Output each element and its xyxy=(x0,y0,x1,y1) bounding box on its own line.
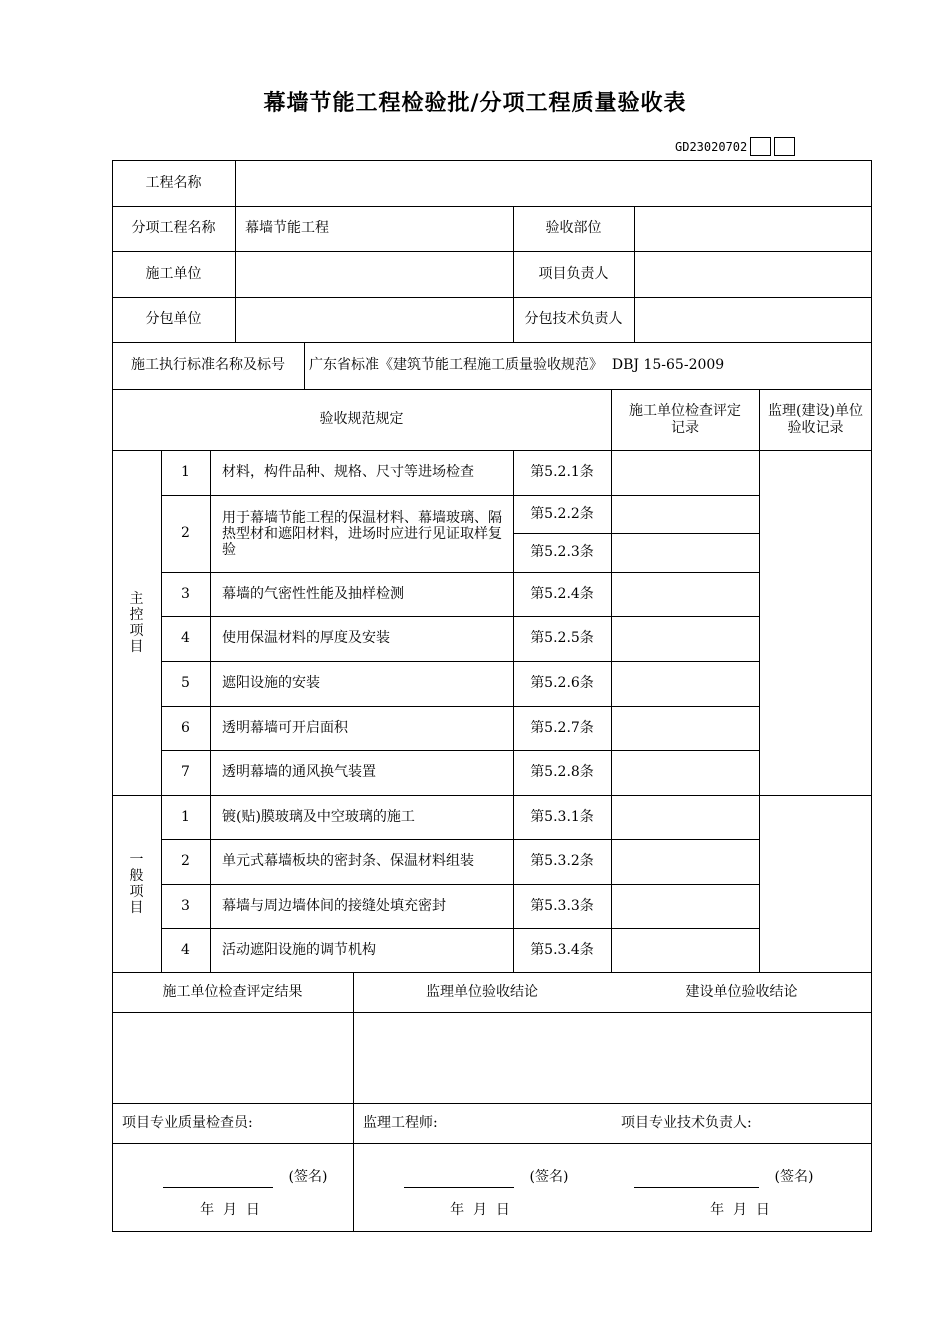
item-no: 1 xyxy=(181,464,190,480)
item-text: 幕墙与周边墙体间的接缝处填充密封 xyxy=(222,897,446,914)
contractor-signer-label: 项目专业质量检查员: xyxy=(122,1114,253,1131)
owner-signature-line[interactable] xyxy=(634,1187,759,1188)
contractor-sign-label: (签名) xyxy=(288,1168,328,1185)
contractor-date[interactable]: 年 月 日 xyxy=(200,1201,260,1218)
item-text: 使用保温材料的厚度及安装 xyxy=(222,630,390,646)
supervisor-signer-label: 监理工程师: xyxy=(363,1114,438,1131)
project-name-field[interactable] xyxy=(235,160,872,206)
item-no: 4 xyxy=(181,630,190,646)
item-no: 7 xyxy=(181,764,190,780)
owner-date[interactable]: 年 月 日 xyxy=(710,1201,770,1218)
item-clause: 第5.2.8条 xyxy=(530,764,594,780)
item-clause: 第5.3.2条 xyxy=(530,853,594,869)
supervisor-record-main[interactable] xyxy=(759,450,872,795)
form-code-text: GD23020702 xyxy=(675,139,748,154)
contractor-signature-line[interactable] xyxy=(163,1187,273,1188)
item-clause: 第5.2.7条 xyxy=(530,719,594,736)
item-clause: 第5.2.6条 xyxy=(530,675,594,691)
item-text: 镀(贴)膜玻璃及中空玻璃的施工 xyxy=(222,808,415,825)
contractor-conclusion-header: 施工单位检查评定结果 xyxy=(162,983,303,1000)
item-clause: 第5.2.4条 xyxy=(530,585,594,602)
item-text: 单元式幕墙板块的密封条、保温材料组装 xyxy=(222,853,474,869)
main-items-label: 主控项目 xyxy=(129,590,144,655)
item-clause: 第5.2.1条 xyxy=(530,464,594,480)
item-text: 材料，构件品种、规格、尺寸等进场检查 xyxy=(222,464,474,480)
item-text: 透明幕墙可开启面积 xyxy=(222,719,348,736)
owner-signer-label: 项目专业技术负责人: xyxy=(621,1114,752,1131)
general-items-group xyxy=(112,795,161,972)
owner-conclusion-field[interactable] xyxy=(611,1012,872,1103)
spec-column-header: 验收规范规定 xyxy=(319,411,404,427)
owner-conclusion-header: 建设单位验收结论 xyxy=(685,983,798,1000)
item-no: 5 xyxy=(181,675,190,691)
supervisor-conclusion-field[interactable] xyxy=(353,1012,611,1103)
sub-tech-field[interactable] xyxy=(634,297,872,342)
owner-sign-label: (签名) xyxy=(774,1168,814,1185)
item-text: 遮阳设施的安装 xyxy=(222,675,320,691)
form-code-box-1[interactable] xyxy=(750,137,771,156)
item-text: 活动遮阳设施的调节机构 xyxy=(222,941,376,958)
contractor-label: 施工单位 xyxy=(145,265,202,282)
item-clause: 第5.3.3条 xyxy=(530,897,594,914)
contractor-field[interactable] xyxy=(235,251,513,297)
form-code xyxy=(675,137,795,156)
contractor-record-cells[interactable] xyxy=(611,450,759,972)
item-no: 3 xyxy=(181,585,190,602)
item-clause: 第5.2.2条 xyxy=(530,505,594,522)
item-text: 用于幕墙节能工程的保温材料、幕墙玻璃、隔热型材和遮阳材料，进场时应进行见证取样复验 xyxy=(222,509,502,558)
subcontractor-label: 分包单位 xyxy=(145,311,202,327)
item-clause: 第5.2.3条 xyxy=(530,544,594,560)
supervisor-date[interactable]: 年 月 日 xyxy=(450,1201,510,1218)
supervisor-record-header: 监理(建设)单位验收记录 xyxy=(768,402,863,436)
item-no: 1 xyxy=(181,808,190,825)
subcontractor-field[interactable] xyxy=(235,297,513,342)
accept-part-field[interactable] xyxy=(634,206,872,251)
accept-part-label: 验收部位 xyxy=(545,220,602,236)
project-manager-label: 项目负责人 xyxy=(538,265,609,282)
supervisor-signature-line[interactable] xyxy=(404,1187,514,1188)
form-code-box-2[interactable] xyxy=(774,137,795,156)
supervisor-conclusion-header: 监理单位验收结论 xyxy=(426,983,538,1000)
sub-tech-label: 分包技术负责人 xyxy=(524,311,623,327)
supervisor-record-general[interactable] xyxy=(759,795,872,972)
page-title: 幕墙节能工程检验批/分项工程质量验收表 xyxy=(263,91,687,116)
item-clause: 第5.3.4条 xyxy=(530,941,594,958)
sub-project-field[interactable]: 幕墙节能工程 xyxy=(245,220,329,236)
item-text: 幕墙的气密性性能及抽样检测 xyxy=(222,585,404,602)
item-no: 2 xyxy=(181,525,190,541)
supervisor-sign-label: (签名) xyxy=(529,1168,569,1185)
standard-label: 施工执行标准名称及标号 xyxy=(131,357,285,373)
item-no: 3 xyxy=(181,897,190,914)
item-clause: 第5.2.5条 xyxy=(530,630,594,646)
contractor-record-header: 施工单位检查评定记录 xyxy=(629,402,741,436)
standard-value: 广东省标准《建筑节能工程施工质量验收规范》 DBJ 15-65-2009 xyxy=(309,357,725,373)
main-items-group xyxy=(112,450,161,795)
item-text: 透明幕墙的通风换气装置 xyxy=(222,764,376,780)
project-name-label: 工程名称 xyxy=(145,174,202,191)
project-manager-field[interactable] xyxy=(634,251,872,297)
contractor-conclusion-field[interactable] xyxy=(112,1012,353,1103)
sub-project-label: 分项工程名称 xyxy=(131,220,216,236)
item-no: 6 xyxy=(181,719,190,736)
item-clause: 第5.3.1条 xyxy=(530,808,594,825)
general-items-label: 一般项目 xyxy=(129,851,144,916)
item-no: 2 xyxy=(181,853,190,869)
item-no: 4 xyxy=(181,941,190,958)
